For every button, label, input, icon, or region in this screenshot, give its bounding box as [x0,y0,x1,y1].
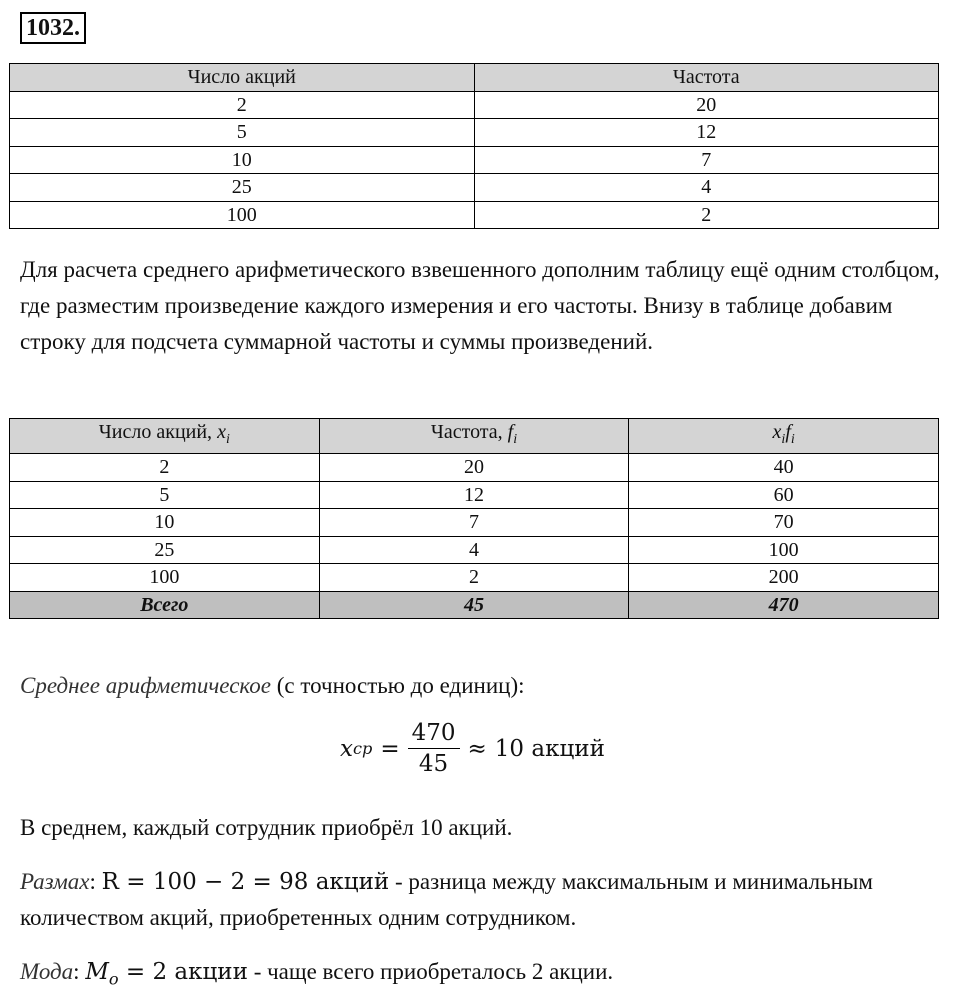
table-row [10,201,939,229]
range-formula: R = 100 − 2 = 98 акций [101,869,390,895]
mode-subscript: o [108,969,119,989]
total-frequency: 45 [319,591,629,619]
frequency-table [9,63,939,229]
table-cell: 2 [319,564,629,592]
range-paragraph: Размах: R = 100 − 2 = 98 акций - разница между максимальным и минимальным количеством акций, приобретенных одним сотрудником. [20,869,873,930]
table-cell: 20 [319,454,629,482]
table-cell: 20 [474,91,939,119]
range-description: - разница между максимальным и минимальным количеством акций, приобретенных одним сотрудником. [20,869,873,930]
table2-header-frequency: Частота, $f_i$ [319,419,629,454]
fraction-numerator: 470 [408,720,460,749]
table-row [10,91,939,119]
explanation-paragraph: Для расчета среднего арифметического взвешенного дополним таблицу ещё одним столбцом, где разместим произведение каждого измерения и его частоты. Внизу в таблице добавим строку для подсчета суммарной частоты и суммы произведений. [20,257,940,354]
mean-heading [20,668,940,704]
table-cell: 4 [474,174,939,202]
table-row [10,146,939,174]
table-cell: 2 [474,201,939,229]
table-row [10,564,939,592]
fraction-denominator: 45 [418,751,449,777]
table2-header-product: $x_if_i$ [629,419,939,454]
table-cell: 7 [474,146,939,174]
table-row [10,174,939,202]
table-cell: 12 [319,481,629,509]
problem-number: 1032. [20,12,86,44]
table-cell: 10 [10,146,475,174]
table-cell: 100 [10,564,320,592]
mean-variable: x [340,735,353,762]
total-product: 470 [629,591,939,619]
mode-label: Мода [20,959,74,984]
approx-sign: ≈ [467,735,487,762]
table-cell: 2 [10,454,320,482]
fraction [408,720,460,777]
table-row [10,119,939,147]
table-row [10,509,939,537]
table1-header-shares: Число акций [10,64,475,92]
mean-label: Среднее арифметическое [20,673,272,698]
mean-subscript: ср [352,739,373,758]
table-cell: 200 [629,564,939,592]
mean-note: (с точностью до единиц): [271,673,525,698]
table-cell: 40 [629,454,939,482]
table-cell: 60 [629,481,939,509]
conclusion-text: В среднем, каждый сотрудник приобрёл 10 акций. [20,815,513,840]
table-cell: 2 [10,91,475,119]
table-cell: 25 [10,174,475,202]
mode-paragraph: Мода: $M_o = 2$ акции - чаще всего приобреталось 2 акции. [20,959,614,989]
table-cell: 5 [10,119,475,147]
table-row [10,536,939,564]
mode-formula: = 2 акции [118,959,248,985]
table2-header-shares: Число акций, $x_i$ [10,419,320,454]
mean-result: 10 акций [494,735,605,762]
table-cell: 7 [319,509,629,537]
table-cell: 10 [10,509,320,537]
range-label: Размах [20,869,90,894]
weighted-table [9,418,939,619]
table-cell: 5 [10,481,320,509]
mode-variable: M [85,959,109,985]
table-cell: 4 [319,536,629,564]
equals-sign: = [380,735,400,762]
table-cell: 25 [10,536,320,564]
total-row [10,591,939,619]
table1-header-frequency: Частота [474,64,939,92]
mean-formula [340,720,605,777]
table-cell: 70 [629,509,939,537]
table-cell: 12 [474,119,939,147]
mode-description: - чаще всего приобреталось 2 акции. [247,959,614,984]
table-cell: 100 [10,201,475,229]
table-row [10,481,939,509]
table-row [10,454,939,482]
total-label: Всего [10,591,320,619]
table-cell: 100 [629,536,939,564]
